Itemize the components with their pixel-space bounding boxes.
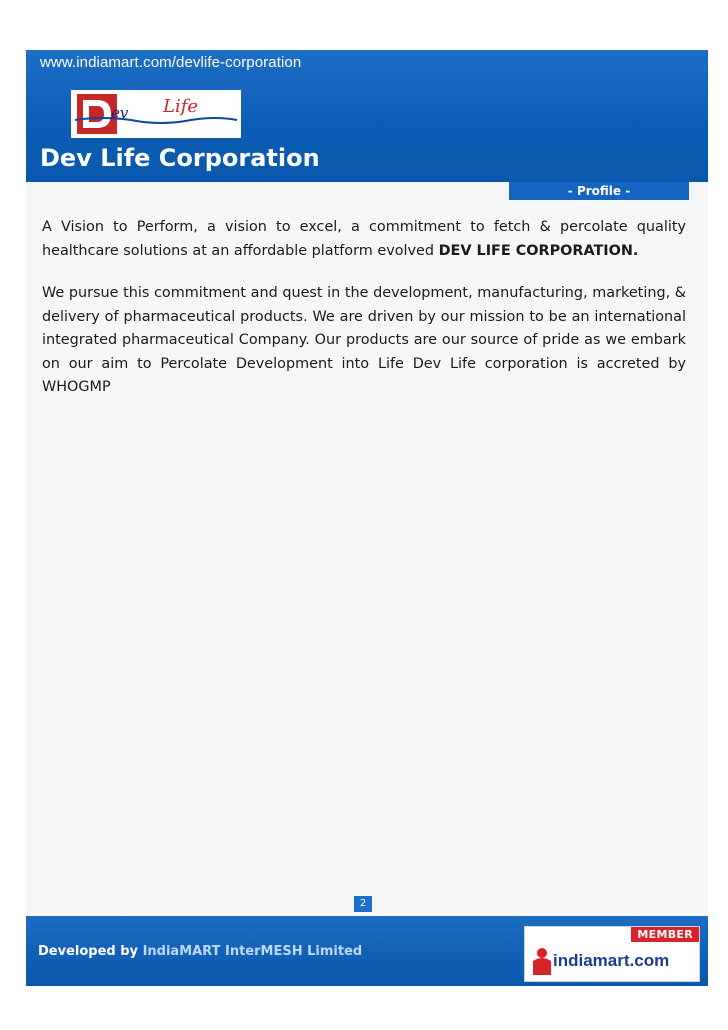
member-label: MEMBER bbox=[631, 927, 699, 942]
developer-link[interactable]: IndiaMART InterMESH Limited bbox=[142, 944, 363, 959]
page-footer bbox=[26, 916, 708, 986]
svg-text:ev: ev bbox=[111, 104, 129, 122]
company-name-bold: DEV LIFE CORPORATION. bbox=[438, 242, 639, 259]
dev-life-logo-icon bbox=[71, 90, 241, 138]
indiamart-member-badge[interactable] bbox=[524, 926, 700, 982]
mission-paragraph: We pursue this commitment and quest in the development, manufacturing, marketing, & delivery of pharmaceutical products. We are driven by our mission to be an international integrated pharmaceutical Company. Our products are our source of pride as we embark on our aim to Percolate Development into Life Dev Life corporation is accreted by WHOGMP bbox=[42, 285, 686, 395]
profile-tab: - Profile - bbox=[509, 182, 689, 200]
page-number: 2 bbox=[354, 896, 372, 912]
website-url[interactable]: www.indiamart.com/devlife-corporation bbox=[40, 54, 302, 71]
company-logo bbox=[71, 90, 241, 138]
document-page bbox=[26, 50, 708, 986]
svg-text:Life: Life bbox=[163, 96, 199, 117]
developed-by-text: Developed by bbox=[38, 944, 139, 959]
indiamart-brand: indiamart.com bbox=[553, 951, 670, 970]
intro-paragraph bbox=[42, 216, 686, 263]
profile-content bbox=[42, 216, 686, 419]
developed-by-label bbox=[38, 944, 362, 959]
intro-text: A Vision to Perform, a vision to excel, a commitment to fetch & percolate quality healthcare solutions at an affordable platform evolved bbox=[42, 219, 686, 259]
company-name: Dev Life Corporation bbox=[40, 144, 320, 172]
page-header bbox=[26, 50, 708, 182]
indiamart-person-icon bbox=[531, 947, 553, 975]
